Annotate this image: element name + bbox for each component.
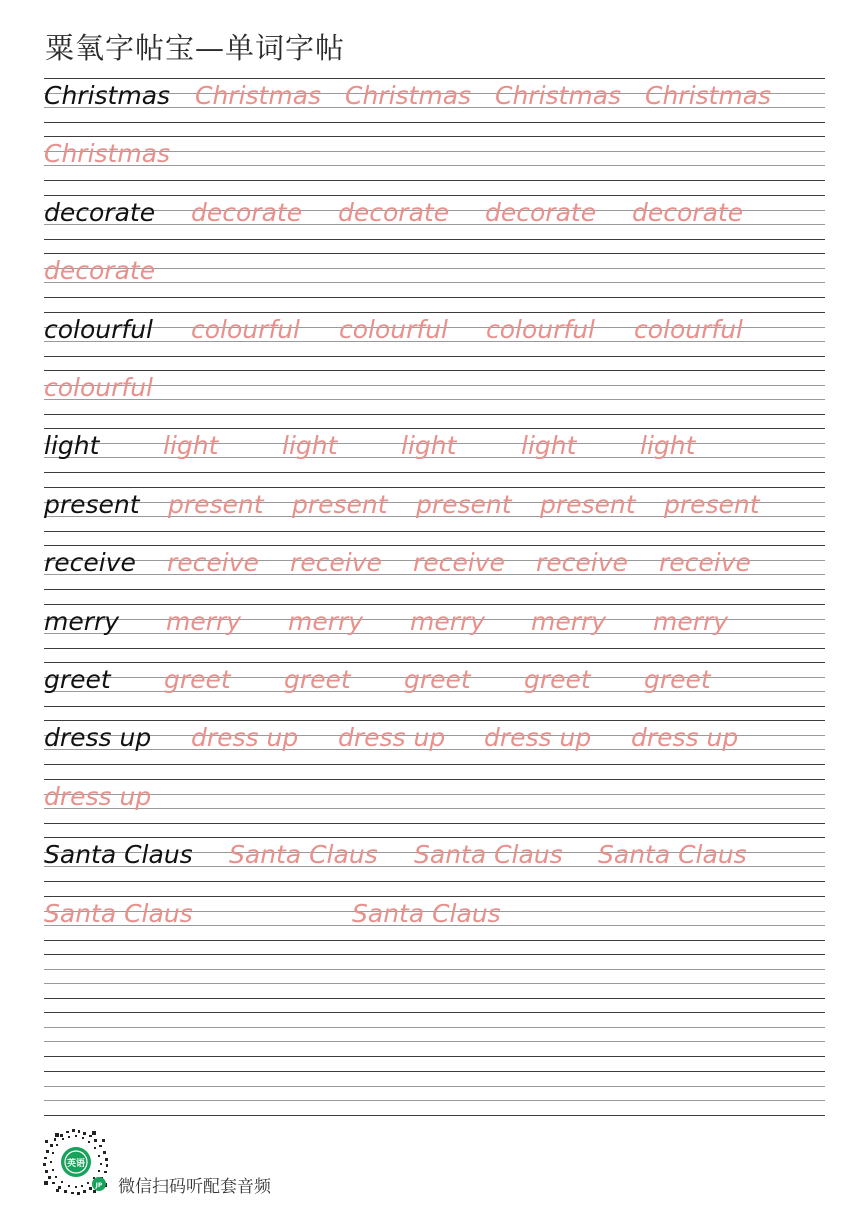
model-word: Santa Claus (44, 840, 193, 869)
trace-word: dress up (484, 723, 592, 752)
trace-word: Santa Claus (229, 840, 378, 869)
trace-word: colourful (339, 315, 448, 344)
qr-badge-text: 英语 (66, 1159, 86, 1169)
trace-word: present (664, 490, 760, 519)
trace-word: Santa Claus (598, 840, 747, 869)
trace-word: greet (644, 665, 711, 694)
model-word: present (44, 490, 140, 519)
model-word: merry (44, 607, 120, 636)
trace-word: Christmas (44, 139, 171, 168)
trace-word: merry (653, 607, 729, 636)
trace-word: greet (164, 665, 231, 694)
trace-word: colourful (634, 315, 743, 344)
trace-word: decorate (44, 256, 156, 285)
trace-word: present (292, 490, 388, 519)
model-word: greet (44, 665, 111, 694)
trace-word: light (640, 431, 696, 460)
trace-word: dress up (191, 723, 299, 752)
trace-word: dress up (338, 723, 446, 752)
trace-word: receive (659, 548, 751, 577)
model-word: decorate (44, 198, 156, 227)
trace-word: decorate (485, 198, 597, 227)
trace-word: colourful (486, 315, 595, 344)
trace-word: light (163, 431, 219, 460)
trace-word: decorate (632, 198, 744, 227)
model-word: receive (44, 548, 136, 577)
trace-word: present (540, 490, 636, 519)
trace-word: decorate (338, 198, 450, 227)
qr-code-icon[interactable] (42, 1128, 110, 1196)
trace-word: light (282, 431, 338, 460)
trace-word: colourful (191, 315, 300, 344)
trace-word: receive (290, 548, 382, 577)
trace-word: greet (404, 665, 471, 694)
page-title: 粟氧字帖宝—单词字帖 (45, 31, 346, 65)
trace-word: receive (536, 548, 628, 577)
trace-word: merry (288, 607, 364, 636)
trace-word: dress up (631, 723, 739, 752)
trace-word: present (168, 490, 264, 519)
qr-corner-text: JP (95, 1182, 103, 1189)
footer-caption: 微信扫码听配套音频 (118, 1177, 271, 1197)
trace-word: greet (524, 665, 591, 694)
trace-word: Christmas (495, 81, 622, 110)
model-word: light (44, 431, 100, 460)
trace-word: present (416, 490, 512, 519)
trace-word: light (521, 431, 577, 460)
trace-word: Santa Claus (44, 899, 193, 928)
model-word: colourful (44, 315, 153, 344)
trace-word: dress up (44, 782, 152, 811)
trace-word: merry (166, 607, 242, 636)
trace-word: merry (531, 607, 607, 636)
model-word: Christmas (44, 81, 171, 110)
trace-word: merry (410, 607, 486, 636)
trace-word: colourful (44, 373, 153, 402)
trace-word: Christmas (345, 81, 472, 110)
trace-word: receive (413, 548, 505, 577)
trace-word: Christmas (195, 81, 322, 110)
trace-word: light (401, 431, 457, 460)
trace-word: decorate (191, 198, 303, 227)
trace-word: greet (284, 665, 351, 694)
trace-word: Santa Claus (414, 840, 563, 869)
footer (42, 1128, 442, 1198)
trace-word: Santa Claus (352, 899, 501, 928)
trace-word: receive (167, 548, 259, 577)
trace-word: Christmas (645, 81, 772, 110)
model-word: dress up (44, 723, 152, 752)
